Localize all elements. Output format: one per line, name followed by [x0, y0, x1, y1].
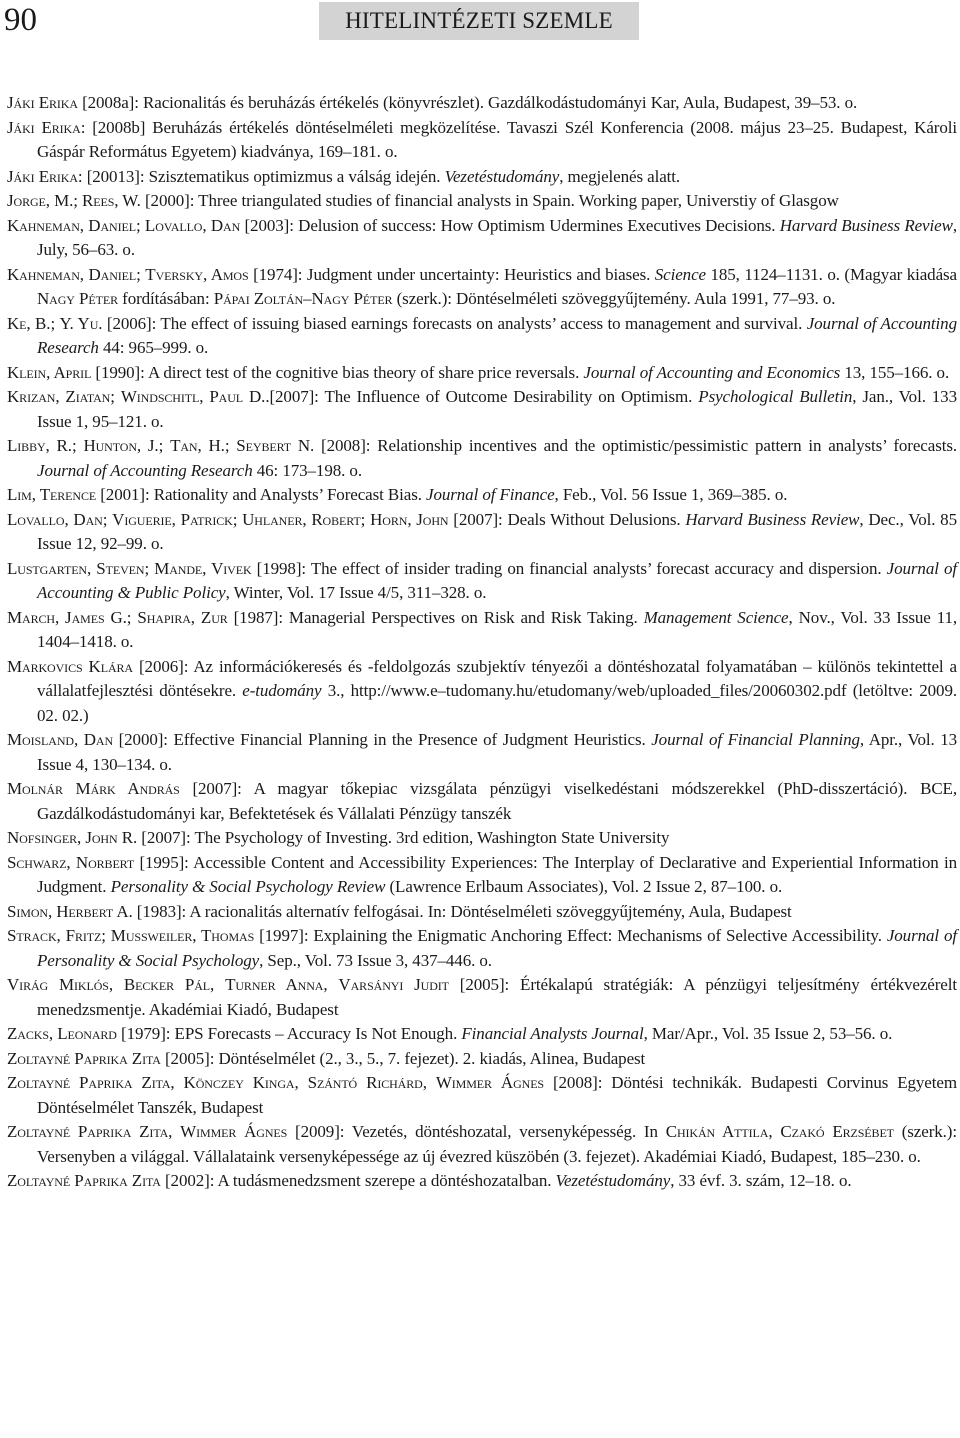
reference-text: ; [224, 436, 237, 455]
reference-text: , [210, 975, 226, 994]
reference-entry [7, 263, 957, 312]
reference-text: , Dec., Vol. 85 Issue 12, 92–99. o. [37, 509, 957, 553]
reference-text: [2008]: Döntési technikák. Budapesti Corvinus Egyetem Döntéselmélet Tanszék, Budapest [37, 1073, 957, 1117]
reference-text: 44: 965–999. o. [98, 338, 209, 357]
reference-entry [7, 434, 957, 483]
reference-entry [7, 826, 957, 851]
reference-author: Schwarz, Norbert [7, 852, 135, 872]
reference-author: Kahneman, Daniel [7, 264, 137, 284]
reference-text: [1997]: Explaining the Enigmatic Anchoring Effect: Mechanisms of Selective Accessibility. [254, 926, 887, 945]
reference-text: , Winter, Vol. 17 Issue 4/5, 311–328. o. [225, 583, 487, 602]
reference-text: , [108, 975, 124, 994]
reference-entry [7, 214, 957, 263]
reference-source: e-tudomány [242, 681, 322, 700]
reference-author: Pápai Zoltán–Nagy Péter [213, 289, 393, 308]
reference-text: ; [73, 191, 83, 210]
reference-author: Jorge, M. [7, 191, 74, 210]
reference-text: : [2008b] Beruházás értékelés döntéselméleti megközelítése. Tavaszi Szél Konferencia (2008. május 23–25. Budapest, Károli Gáspár Református Egyetem) kiadványa, 169–181. o. [37, 117, 958, 161]
reference-source: Journal of Accounting and Economics [583, 362, 841, 382]
reference-author: Szántó Richárd [307, 1073, 423, 1092]
reference-author: Nagy Péter [37, 289, 118, 308]
reference-source: Journal of Accounting Research [37, 460, 253, 480]
reference-text: ; [135, 215, 145, 235]
reference-author: Nofsinger, John R. [7, 828, 138, 847]
reference-author: Shapira, Zur [137, 607, 228, 627]
reference-text: (Lawrence Erlbaum Associates), Vol. 2 Issue 2, 87–100. o. [385, 877, 783, 896]
reference-text: [2006]: The effect of issuing biased earnings forecasts on analysts’ access to management and survival. [102, 313, 807, 333]
reference-entry [7, 1071, 957, 1120]
reference-text: , [422, 1073, 436, 1092]
reference-author: Tversky, Amos [145, 264, 249, 284]
reference-text: [2005]: Értékalapú stratégiák: A pénzügyi teljesítmény értékvezérelt menedzsmentje. Akadémiai Kiadó, Budapest [37, 975, 957, 1019]
reference-author: Uhlaner, Robert [242, 509, 361, 529]
reference-source: Vezetéstudomány [444, 166, 560, 186]
reference-text: [2007]: A magyar tőkepiac vizsgálata pénzügyi viselkedéstani módszerekkel (PhD-disszertáció). BCE, Gazdálkodástudományi kar, Befektetések és Vállalati Pénzügy tanszék [37, 779, 957, 823]
reference-entry [7, 606, 957, 655]
reference-entry [7, 1047, 957, 1072]
reference-text: , Jan., Vol. 133 Issue 1, 95–121. o. [37, 387, 957, 431]
reference-author: Hunton, J. [83, 436, 159, 455]
reference-entry [7, 1120, 957, 1169]
reference-source: Management Science [643, 607, 789, 627]
reference-text: [1983]: A racionalitás alternatív felfogásai. In: Döntéselméleti szöveggyűjtemény, Aula, Budapest [132, 901, 792, 921]
reference-entry [7, 165, 957, 190]
reference-source: Financial Analysts Journal [461, 1024, 644, 1043]
reference-entry [7, 189, 957, 214]
reference-author: Lovallo, Dan [144, 215, 241, 235]
reference-author: Mande, Vivek [154, 558, 252, 578]
reference-text: ; [50, 313, 60, 333]
reference-source: Vezetéstudomány [555, 1171, 671, 1190]
reference-author: Wimmer Ágnes [435, 1073, 545, 1092]
reference-text: [1998]: The effect of insider trading on financial analysts’ forecast accuracy and dispersion. [251, 558, 887, 578]
reference-text: ; [360, 509, 371, 529]
reference-text: [2008a]: Racionalitás és beruházás értékelés (könyvrészlet). Gazdálkodástudományi Kar, Aula, Budapest, 39–53. o. [77, 93, 858, 112]
reference-entry [7, 777, 957, 826]
reference-entry [7, 655, 957, 729]
reference-text: [1974]: Judgment under uncertainty: Heuristics and biases. [248, 264, 655, 284]
reference-text: [2007]: The Psychology of Investing. 3rd edition, Washington State University [137, 828, 670, 847]
reference-author: Jáki Erika [7, 166, 78, 186]
reference-author: Lustgarten, Steven [7, 558, 145, 578]
reference-text: 3., http://www.e–tudomany.hu/etudomany/web/uploaded_files/20060302.pdf (letöltve: 2009. 02. 02.) [37, 681, 957, 725]
reference-author: Tan, H. [170, 436, 225, 455]
reference-author: Lim, Terence [7, 485, 97, 504]
reference-author: Czakó Erzsébet [780, 1122, 894, 1141]
reference-text: , megjelenés alatt. [559, 166, 681, 186]
reference-entry [7, 116, 957, 165]
reference-text: , 33 évf. 3. szám, 12–18. o. [670, 1171, 852, 1190]
reference-author: Zoltayné Paprika Zita [7, 1073, 171, 1092]
reference-text: , July, 56–63. o. [37, 215, 957, 259]
reference-author: Virág Miklós [7, 975, 109, 994]
reference-text: ; [158, 436, 171, 455]
reference-author: Strack, Fritz [7, 926, 102, 945]
reference-text: [2002]: A tudásmenedzsment szerepe a döntéshozatalban. [160, 1171, 556, 1190]
reference-source: Personality & Social Psychology Review [110, 877, 386, 896]
reference-author: Molnár Márk András [7, 779, 180, 798]
reference-text: , Sep., Vol. 73 Issue 3, 437–446. o. [259, 950, 492, 970]
reference-author: Rees, W. [82, 191, 141, 210]
reference-author: Mussweiler, Thomas [110, 926, 255, 945]
reference-entry [7, 900, 957, 925]
reference-text: [2000]: Three triangulated studies of financial analysts in Spain. Working paper, Universtiy of Glasgow [140, 191, 839, 210]
reference-author: Jáki Erika [7, 117, 81, 137]
reference-entry [7, 361, 957, 386]
reference-text: ; [126, 607, 138, 627]
reference-author: Könczey Kinga [183, 1073, 295, 1092]
reference-source: Journal of Financial Planning [651, 730, 860, 749]
page-number: 90 [4, 2, 37, 38]
reference-entry [7, 851, 957, 900]
reference-entry [7, 508, 957, 557]
reference-source: Harvard Business Review [779, 215, 953, 235]
reference-text: (szerk.): Versenyben a világgal. Vállalataink versenyképessége az új évezred küszöbén (3. fejezet). Akadémiai Kiadó, Budapest, 185–230. o. [37, 1122, 957, 1166]
reference-text: [1995]: Accessible Content and Accessibility Experiences: The Interplay of Declarative and Experiential Information in Judgment. [37, 852, 957, 896]
reference-source: Journal of Finance [426, 485, 555, 504]
reference-text: [2006]: Az információkeresés és -feldolgozás szubjektív tényezői a döntéshozatal folyamatában – különös tekintettel a vállalatfejlesztési döntésekre. [37, 656, 957, 700]
reference-list [7, 91, 957, 1194]
reference-text: .[2007]: The Influence of Outcome Desirability on Optimism. [265, 387, 699, 406]
reference-author: Becker Pál [123, 975, 211, 994]
reference-text: , [323, 975, 339, 994]
reference-entry [7, 91, 957, 116]
reference-author: Klein, April [7, 362, 92, 382]
reference-source: Journal of Personality & Social Psychology [37, 926, 957, 970]
reference-entry [7, 1022, 957, 1047]
reference-text: ; [110, 387, 121, 406]
reference-entry [7, 973, 957, 1022]
reference-author: Zoltayné Paprika Zita [7, 1171, 161, 1190]
reference-text: [1987]: Managerial Perspectives on Risk and Risk Taking. [227, 607, 644, 627]
reference-text: , [168, 1122, 181, 1141]
reference-author: Kahneman, Daniel [7, 215, 136, 235]
reference-source: Journal of Accounting & Public Policy [37, 558, 958, 602]
reference-text: ; [144, 558, 155, 578]
reference-text: 185, 1124–1131. o. (Magyar kiadása [705, 264, 957, 284]
reference-entry [7, 728, 957, 777]
reference-entry [7, 385, 957, 434]
reference-author: Ke, B. [7, 313, 51, 333]
reference-author: Y. Yu. [59, 313, 103, 333]
reference-text: [2008]: Relationship incentives and the optimistic/pessimistic pattern in analysts’ forecasts. [314, 436, 957, 455]
reference-text: ; [232, 509, 243, 529]
reference-text: [2003]: Delusion of success: How Optimism Udermines Executives Decisions. [240, 215, 780, 235]
reference-entry [7, 483, 957, 508]
reference-author: Lovallo, Dan [7, 509, 103, 529]
reference-author: Wimmer Ágnes [180, 1122, 288, 1141]
reference-text: , [294, 1073, 308, 1092]
journal-running-head: HITELINTÉZETI SZEMLE [319, 2, 639, 40]
reference-author: Markovics Klára [7, 656, 133, 676]
reference-entry [7, 312, 957, 361]
reference-source: Psychological Bulletin [698, 387, 853, 406]
reference-text: , [768, 1122, 781, 1141]
reference-text: [2007]: Deals Without Delusions. [448, 509, 686, 529]
reference-author: Zoltayné Paprika Zita [7, 1048, 161, 1068]
reference-text: , Mar/Apr., Vol. 35 Issue 2, 53–56. o. [643, 1024, 893, 1043]
reference-text: [2001]: Rationality and Analysts’ Forecast Bias. [96, 485, 427, 504]
reference-author: Libby, R. [7, 436, 72, 455]
reference-entry [7, 557, 957, 606]
reference-source: Harvard Business Review [685, 509, 860, 529]
reference-text: ; [71, 436, 84, 455]
reference-author: Zoltayné Paprika Zita [7, 1122, 169, 1141]
reference-author: Horn, John [370, 509, 449, 529]
reference-text: , Feb., Vol. 56 Issue 1, 369–385. o. [554, 485, 788, 504]
reference-text: [2005]: Döntéselmélet (2., 3., 5., 7. fejezet). 2. kiadás, Alinea, Budapest [160, 1048, 646, 1068]
reference-text: 46: 173–198. o. [252, 460, 362, 480]
reference-text: [1979]: EPS Forecasts – Accuracy Is Not Enough. [116, 1024, 462, 1043]
reference-text: ; [136, 264, 146, 284]
reference-text: [2000]: Effective Financial Planning in the Presence of Judgment Heuristics. [113, 730, 652, 749]
reference-author: Jáki Erika [7, 93, 78, 112]
reference-author: Zacks, Leonard [7, 1024, 117, 1043]
reference-author: Seybert N. [236, 436, 315, 455]
reference-text: ; [101, 926, 111, 945]
reference-text: ; [102, 509, 113, 529]
reference-author: Varsányi Judit [338, 975, 449, 994]
reference-text: 13, 155–166. o. [840, 362, 950, 382]
reference-author: Windschitl, Paul D. [120, 387, 266, 406]
reference-author: Krizan, Ziatan [7, 387, 111, 406]
reference-text: , [170, 1073, 184, 1092]
reference-entry [7, 924, 957, 973]
reference-author: Simon, Herbert A. [7, 901, 133, 921]
reference-text: fordításában: [117, 289, 214, 308]
reference-author: Chikán Attila [665, 1122, 769, 1141]
reference-text: [1990]: A direct test of the cognitive bias theory of share price reversals. [91, 362, 584, 382]
reference-author: Viguerie, Patrick [112, 509, 233, 529]
reference-source: Science [654, 264, 706, 284]
reference-text: [2009]: Vezetés, döntéshozatal, versenyképesség. In [287, 1122, 666, 1141]
reference-author: March, James G. [7, 607, 127, 627]
reference-text: , Apr., Vol. 13 Issue 4, 130–134. o. [37, 730, 957, 774]
reference-text: : [20013]: Szisztematikus optimizmus a válság idején. [77, 166, 445, 186]
reference-text: (szerk.): Döntéselméleti szöveggyűjtemény. Aula 1991, 77–93. o. [392, 289, 836, 308]
reference-source: Journal of Accounting Research [37, 313, 957, 357]
reference-author: Moisland, Dan [7, 730, 114, 749]
reference-entry [7, 1169, 957, 1194]
reference-text: , Nov., Vol. 33 Issue 11, 1404–1418. o. [37, 607, 958, 651]
reference-author: Turner Anna [225, 975, 324, 994]
